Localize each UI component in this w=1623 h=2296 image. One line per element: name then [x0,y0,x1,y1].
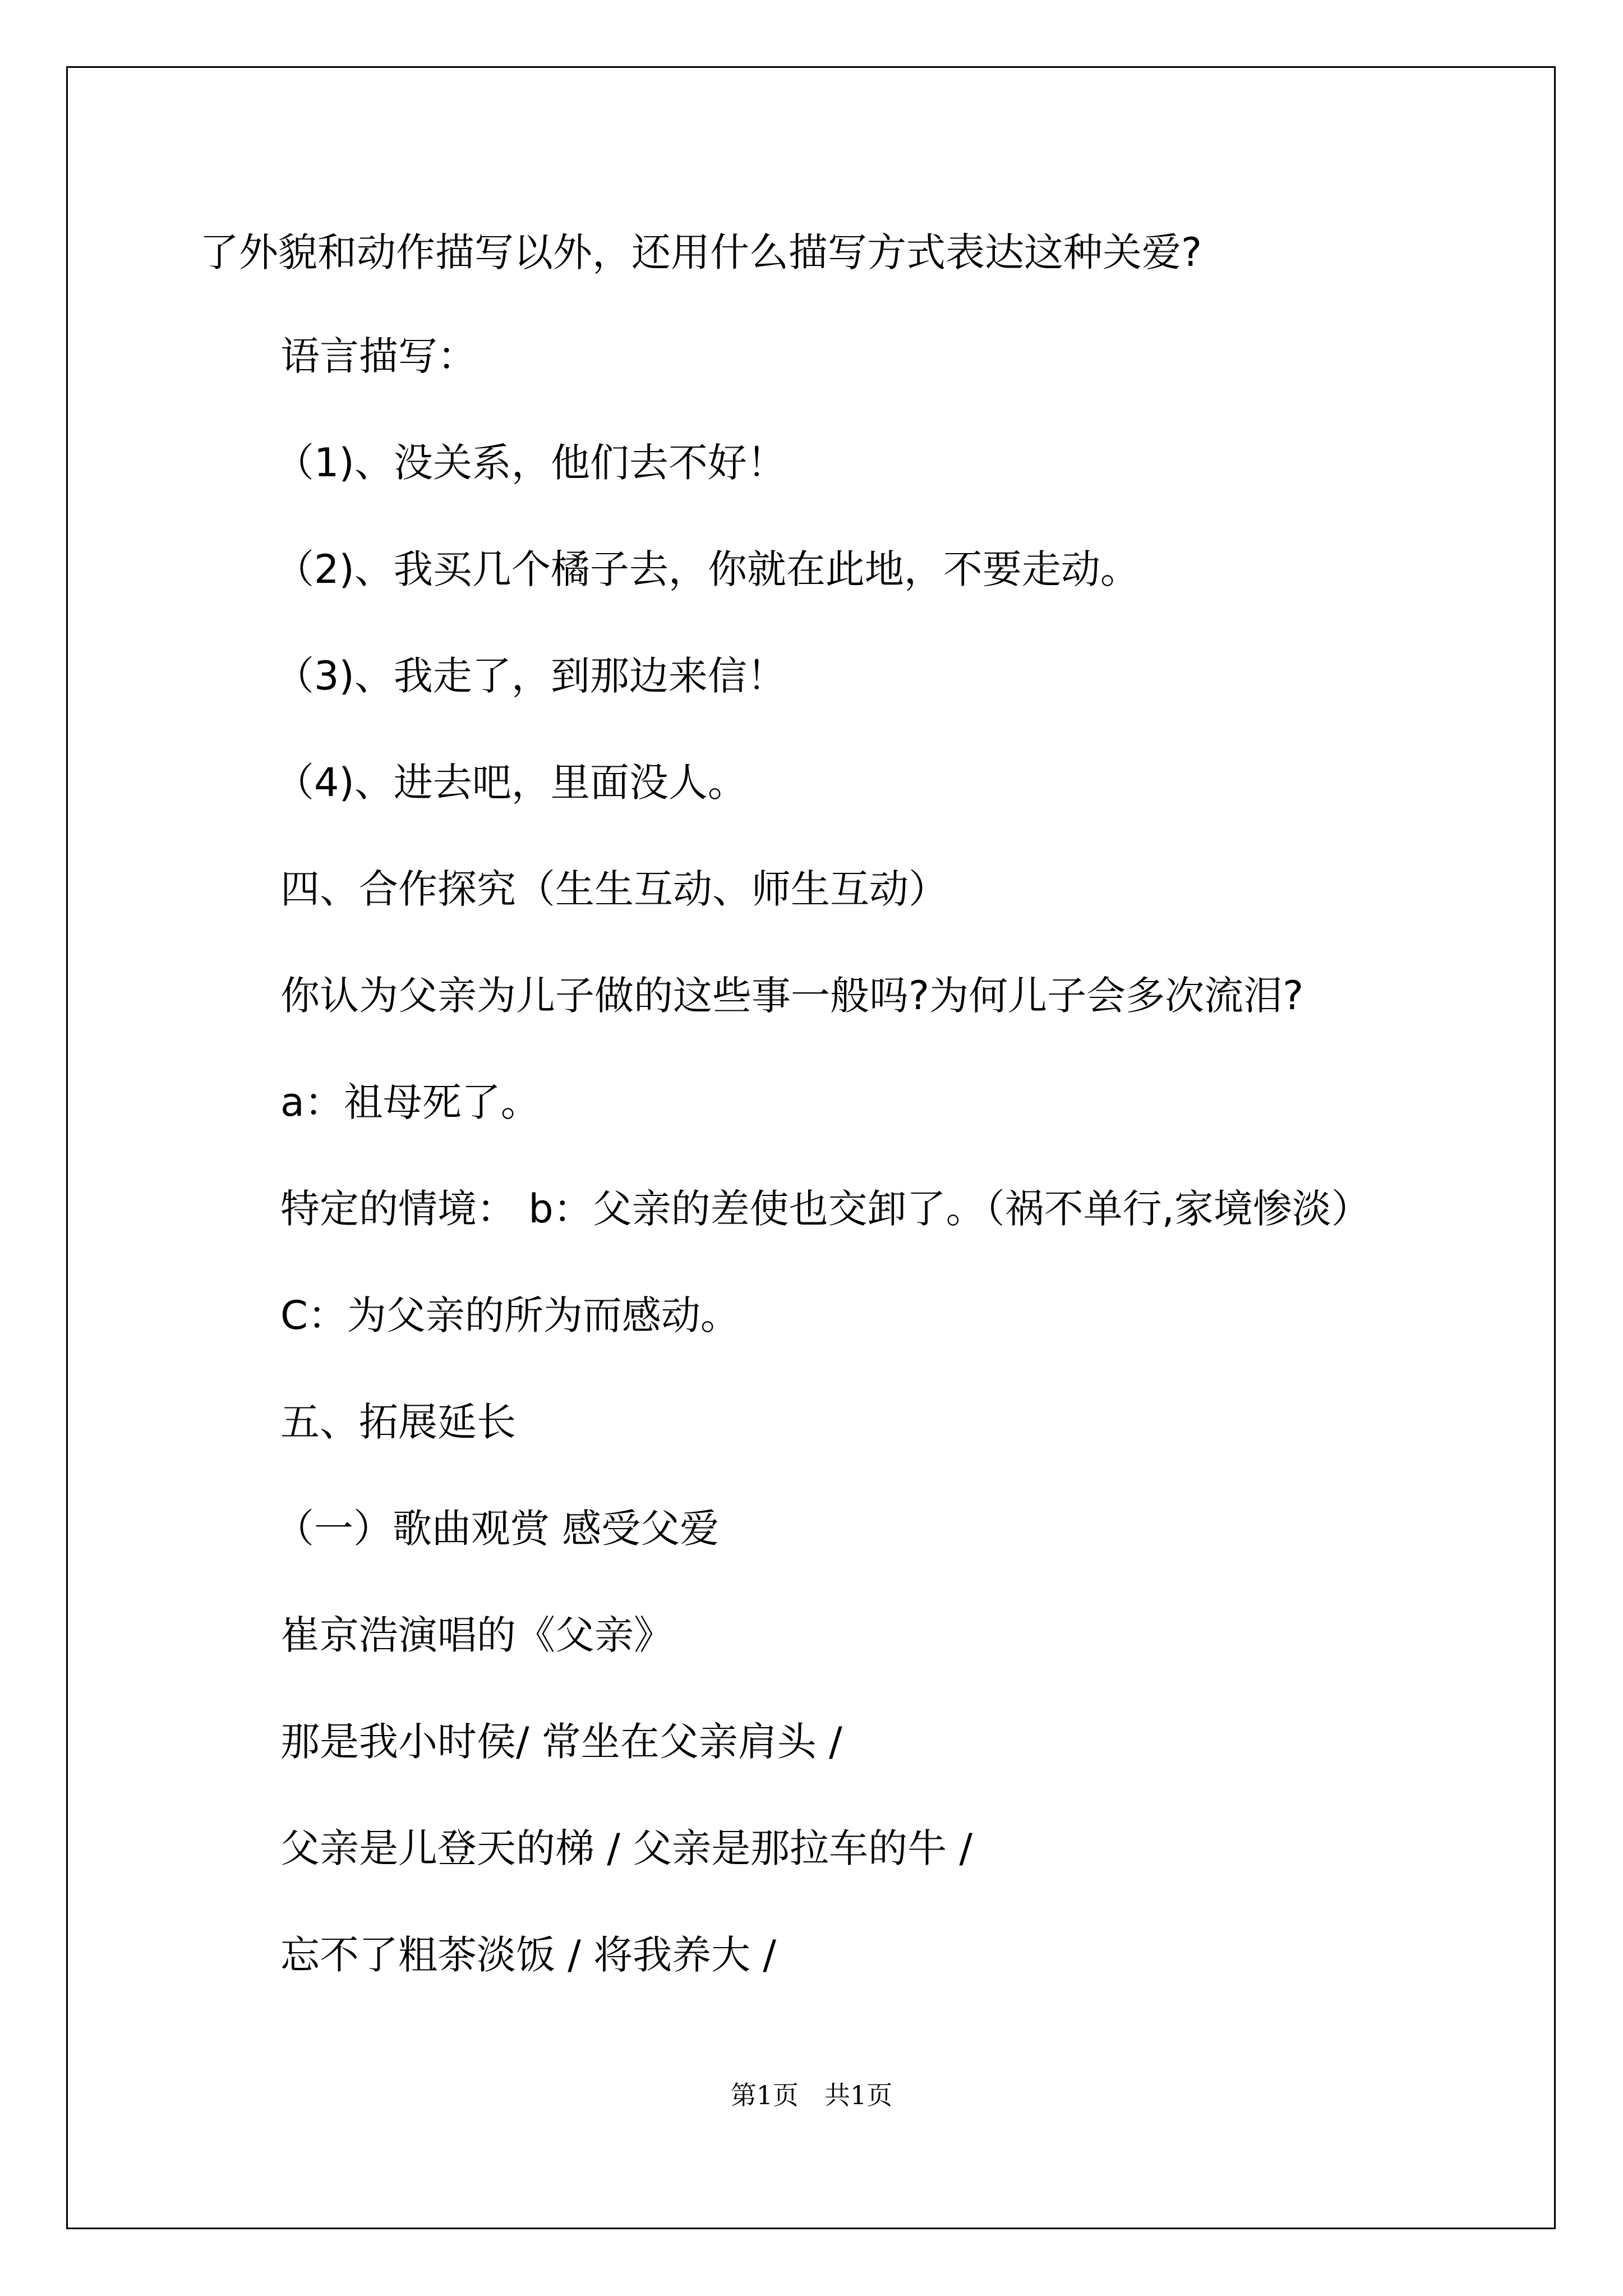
section-heading-4: 四、合作探究（生生互动、师生互动） [280,866,948,912]
text-line-9: a：祖母死了。 [280,1079,540,1125]
text-line-13: （一）歌曲观赏 感受父爱 [275,1506,720,1552]
text-line-14: 崔京浩演唱的《父亲》 [280,1612,673,1658]
text-line-4: （2)、我买几个橘子去，你就在此地，不要走动。 [275,546,1140,592]
section-heading-5: 五、拓展延长 [280,1399,516,1445]
page-border [66,66,1556,2229]
lyric-line-2: 父亲是儿登天的梯 / 父亲是那拉车的牛 / [280,1825,972,1871]
text-line-8: 你认为父亲为儿子做的这些事一般吗?为何儿子会多次流泪? [280,973,1304,1019]
text-line-6: （4)、进去吧，里面没人。 [275,760,747,806]
text-line-10: 特定的情境： b：父亲的差使也交卸了。（祸不单行,家境惨淡） [280,1186,1371,1232]
lyric-line-3: 忘不了粗茶淡饭 / 将我养大 / [280,1932,776,1978]
text-line-3: （1)、没关系，他们去不好！ [275,440,786,486]
text-line-1: 了外貌和动作描写以外，还用什么描写方式表达这种关爱? [200,229,1202,275]
text-line-2: 语言描写： [280,333,477,379]
page-footer: 第1页 共1页 [730,2080,893,2110]
lyric-line-1: 那是我小时侯/ 常坐在父亲肩头 / [280,1719,842,1765]
text-line-11: C：为父亲的所为而感动。 [280,1292,740,1338]
text-line-5: （3)、我走了，到那边来信！ [275,653,786,699]
